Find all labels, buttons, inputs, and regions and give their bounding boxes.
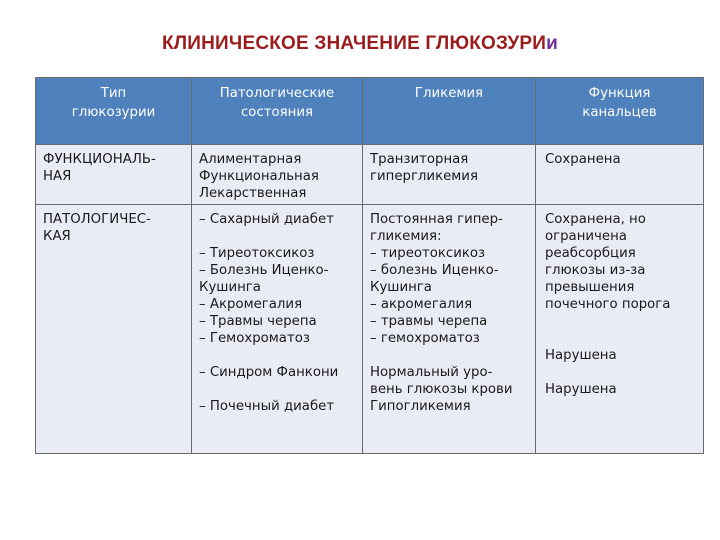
glucosuria-table (35, 77, 704, 454)
cell-type: ПАТОЛОГИЧЕС- КАЯ (36, 205, 192, 454)
header-glycemia: Гликемия (363, 78, 536, 145)
header-type: Тип глюкозурии (36, 78, 192, 145)
table-row-functional (36, 145, 704, 205)
cell-function: Сохранена (536, 145, 704, 205)
cell-conditions: Алиментарная Функциональная Лекарственная (192, 145, 363, 205)
table-row-pathological (36, 205, 704, 454)
slide-title (0, 33, 720, 55)
header-conditions: Патологические состояния (192, 78, 363, 145)
title-accent-letter: и (546, 33, 559, 54)
header-row (36, 78, 704, 145)
cell-function: Сохранена, но ограничена реабсорбция глюкозы из-за превышения почечного порога Нарушена Нарушена (536, 205, 704, 454)
cell-glycemia: Транзиторная гипергликемия (363, 145, 536, 205)
header-function: Функция канальцев (536, 78, 704, 145)
cell-type: ФУНКЦИОНАЛЬ- НАЯ (36, 145, 192, 205)
cell-glycemia: Постоянная гипер- гликемия: – тиреотоксикоз – болезнь Иценко- Кушинга – акромегалия – травмы черепа – гемохроматоз Нормальный уро- вень глюкозы крови Гипогликемия (363, 205, 536, 454)
title-text: КЛИНИЧЕСКОЕ ЗНАЧЕНИЕ ГЛЮКОЗУРИ (161, 33, 547, 54)
cell-conditions: – Сахарный диабет – Тиреотоксикоз – Болезнь Иценко- Кушинга – Акромегалия – Травмы черепа – Гемохроматоз – Синдром Фанкони – Почечный диабет (192, 205, 363, 454)
